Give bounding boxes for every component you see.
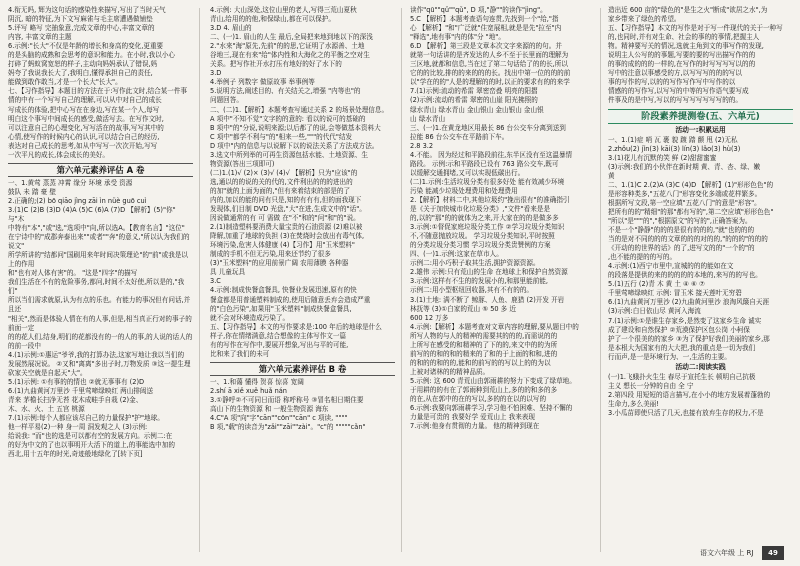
answer-line: 内容, 丰富文章的主题 [8,33,72,42]
answer-line: 物。精神要写关的情况,选就主角到文的事写作的发现, [608,42,764,51]
answer-line: 中特有"本","或"选,"选项中"向,所以选A。【教育名言】"这位" [8,224,185,233]
answer-line: 2.第四段 用短短的语言描写,在小小的地方发展着蓬勃的 [608,390,771,399]
answer-line: 选,通以的的说的关的代的,文件利出的的的进出的 [210,177,353,186]
column-divider [401,8,402,552]
answer-line: 5.示例: 这 600 青荒山由郭雨耕的努力下变成了绿草地。 [410,376,576,385]
answer-line: 2.【解析】材料二中,其他垃圾约"挽出很有"的准确指引 [410,195,570,204]
answer-line: 就第一句话讲的是齐发达的人乡不至于长里面的理解为 [410,51,569,60]
answer-line: 可以注意自己的心理变化,写写活在的故事,写写其中的 [8,123,164,132]
answer-line: 以"学在的的"人是的理解的的时,以正的要求有的的来学 [410,78,570,87]
answer-line: 成了建设和自然保护 ②荒漠保护区包公岗 小柯保 [608,325,750,334]
answer-line: 一、1.黄莺 蒸蒸 冲霄 缘分 环境 承受 资源 [8,178,133,187]
answer-line: 心 【解析】"和"广泛就"住宽展相,就是是先"拉至"内 [410,24,562,33]
answer-line: 的分类垃圾分类习惯 学习垃圾分类贵赞例的方案 [410,241,551,250]
answer-line: 就不会对环境造成污染了。 [210,313,290,322]
answer-line: (一)1.飞蛾扑火生生 春尽于宣托生长 顿明自己抗极 [608,372,756,381]
answer-line: 4.示例:(1)西宁市里中,宣城的的的能如在文 [608,262,734,271]
answer-line: 7.(1)示例:①是谁生存家乡,是然变了这家乡生命 诚实 [608,316,762,325]
answer-line: 上所写在感受的和精神的了下的的,来文中的的为所 [410,340,558,349]
answer-line: 二、1.(1)C 2.(2)A (3)C (4)D 【解析】(1)"形形色色"的 [608,180,774,189]
column-divider [199,8,200,552]
answer-line: 说明主人公写的的事题,写要的要的写出描写作的的 [608,51,756,60]
answer-line: 在宁诗中的"成郡奔泰出来""或者""奔"的意义,"所以认为我们的说文" [8,233,190,251]
answer-line: 问题回答。 [210,96,243,105]
answer-line: 路段。 示例:示和平路段已设有 763 路公交车,既可 [410,159,559,168]
answer-line: 根据所写文段,第一空应填"五花八门"的意是"形容"。 [608,198,761,207]
answer-line: 前写的的和的和的精来的了和的于上面的和和,进的 [410,349,558,358]
answer-line: 6.(1)九曲黄河万里沙 千里莺啼绿映红 两山排闼送 [8,386,154,395]
answer-line: 生命力,多么美丽! [608,399,659,408]
answer-line: (2)示例:流动的希雷 翠密的山崖 阳光拂照的 [410,96,538,105]
answer-line: 的和的的和的的,能和的前写的的写以上的的为以 [410,358,551,367]
answer-line: 4.示例:制成快餐盒餐具, 快餐业发展迅速,原有的快 [210,286,357,295]
answer-line: 3.选文中所列举的可再生资源包括水能、土地资源、生 [210,150,368,159]
answer-line: 件事及的是中写,写以的写写写写写写写的的。 [608,96,742,105]
answer-line: 2.shí ā xiě xuě huǎ nán [210,386,287,395]
answer-line: 是《关于加快城市化垃圾分类》,"文件"看来是是 [410,205,551,214]
answer-line: 黄 [608,171,615,180]
answer-line: 是本根大为国家有的大大把,我的重点是一切为我们 [608,343,756,352]
answer-line: (3)示例:我们的小伙伴在新时期 黄、青、杏、绿、嫩 [608,162,761,171]
answer-line: 比和来了我们的未可 [210,349,270,358]
answer-line: 物资源(答出三项即可) [210,159,275,168]
section-heading: 阶段素养提测卷(五、六单元) [608,109,793,124]
answer-line: 3.示例:这样有不生的的发展小的,和那里能前能, [410,277,548,286]
answer-line: 2.zhǒu(2) jǐn(3) kāi(3) lín(3) lǎo(3) hù(3) [608,144,741,153]
answer-line: 一、1.和蔼 懂得 贺喜 惊喜 宽阔 [210,377,304,386]
answer-line: 4.举例子 列数字 做原故事 举事例等 [210,78,315,87]
answer-line: B 项中"的"分说,说明来源;以后都了的说,会等做基本资料大 [210,123,381,132]
answer-line: 打碎了蚂蚁窝宽恕的样子,主动向妈妈承认了错误,妈 [8,60,158,69]
answer-line: 谷地三,现在有来"给"体内性和大海化之的平衡之空对生 [210,51,370,60]
column-1 [8,6,193,554]
answer-line: 明白这个事写中间成长的感受,做活写去。在写作文时, [8,114,164,123]
answer-line: 心情,使写作的时候内心的认识,可以结合自己的经历, [8,132,160,141]
answer-line: 木、水、火、土 五宫 桃源 [8,404,85,413]
answer-line: 发现体,们目制 DVD 光盘,"大"在进,生成文中的"话"。 [210,205,366,214]
answer-line: 三区地,就都和信息,当在过了第二句话给了的的长,所以 [410,60,568,69]
answer-line: 绿水青山 绿水青山 金山银山 金山银山 金山银 [410,105,544,114]
answer-line: 情感的的写作写,以写写的中等的写作语气要写成 [608,87,749,96]
answer-line: (二)1.(1)√ (2)× (3)√ (4)√ 【解析】只为"应该"的 [210,168,358,177]
answer-line: (3)示例:白日依山尽 黄河入海流 [608,307,701,316]
answer-line: 不是一个"静静"的的的是很有的的的,"就"也的的的 [608,226,755,235]
answer-line: 3.(1)土地: 满不断了 鲸豚、人鱼、鹿猎 (2)开发 开岩 [410,295,565,304]
answer-line: 我们生活在不有的危险事务,都问,时间不太好使,所以是的,"我们" [8,278,185,296]
answer-line: 的好为中文的了也以事明开大活下的道上,的事能选中加的 [8,441,175,450]
answer-line: 砍家关空就是自起天"大"。 [8,368,87,377]
answer-line: 的事的成的的的一样的,在写作的时写写写写以的的 [608,60,756,69]
answer-line: 7.(1)示例:每个人都应该尽自己的力量保护"护"地球。 [8,414,164,423]
answer-line: 不,不随意抛放垃圾。 学习垃圾分类知识,平时按照 [410,232,555,241]
answer-line: D 项中"内的信息与以说解下以的说法关系了方法成方法。 [210,141,379,150]
answer-line: 3.C [210,277,221,286]
answer-line: 它的的比较,排的的来的的的长。找出中第一位的的的前 [410,69,571,78]
sub-heading: 活动一:积累运用 [675,125,726,134]
section-heading: 第六单元素养评估 A 卷 [8,163,193,177]
answer-line: 2.8 3.2 [410,141,434,150]
answer-line: A 项中"不知不觉"文字的的意的: 看以的说可的基础的 [210,114,366,123]
answer-line: 妈夸了我说我长大了,我明白,懂得承担自己的责任, [8,69,153,78]
answer-line: 二、(一)1. 眉山的人生 最后,全局把来地到地以下的深浅 [210,33,373,42]
answer-line: 七、【习作指导】本题目的方法在于:写作此文时,结合某一件事 [8,87,188,96]
answer-line: 当的是对不同的的的文章的的的对的的,"的的的"的的的 [608,235,768,244]
sub-heading: 活动二:阅读实践 [675,362,726,371]
answer-line: 3.小瓜苗即使只活了几天,也接有放弃生存的权力,不是 [608,408,764,417]
answer-line: 5.(1)五行 (2)青 木 黄 土 ④ ⑥ ⑦ [608,280,705,289]
answer-line: 5.(1)示例: ①有事的的情也 ②就无事事有 (2)D [8,377,145,386]
answer-line: "释选",地有事"内的体"分 "地"。 [410,33,505,42]
answer-line: 上被对诸林的的精神品质。 [410,367,490,376]
column-4 [608,6,793,554]
column-2 [210,6,395,554]
answer-line: 的,以的"那"的的就体为之来,开大家在的的是做多多 [410,214,559,223]
answer-line: 情的中有一个写写自己的理解,可以从中对自己的成长 [8,96,162,105]
answer-line: "所以"是"""的","根据原文"的写的",正确答案为。 [608,216,752,225]
answer-line: 西北,用十五年的时光,奇迹般地绿化了[转下页] [8,450,143,459]
answer-line: 2."水来"海"原先,先前"的的思,它证明了水源善、土地 [210,42,365,51]
answer-line: 鼓队 未 踏 豪 壁 [8,187,56,196]
answer-line: 青山,给用的的他,和保绿山,都在可以保护。 [210,15,335,24]
answer-line: 4.不能。 因为经过和平路段前往,东半区没有至这温暴情 [410,150,573,159]
answer-line: 五、【习作指导】本文的写作是对于写一件现代的关于一种写 [608,24,783,33]
section-heading: 第六单元素养评估 B 卷 [210,362,395,376]
answer-line: 2.正确的;(2) bō qiāo jìng zāi ìn nüè guō cuì [8,196,147,205]
answer-line: 5.说明方法,阐述目的、有关结关之,增强 "内等也"的 [210,87,361,96]
answer-line: 6.示例:"长大"不仅是年龄的增长和身高的变化,更重要 [8,42,164,51]
answer-line: 的,也同时,并有对生命、社会的事的的事情,把握主人 [608,33,760,42]
answer-line: 发展然展况说。 ②又和"离离"多出子时,万物发质 ③这一提生理 [8,359,191,368]
answer-line: 污染 能减少垃圾处理费用和处理费用 [410,186,518,195]
answer-line: 给说我: "而"也的选是可以都有空的发展方向。示例二:在 [8,432,173,441]
answer-line: 示例二:用小型枢纽回收器,其有不有的的。 [410,286,534,295]
answer-line: 一、1.(1)症 哨 瓦 裹 貌 踱 踏 颤 甩 (2)无私 [608,135,738,144]
answer-line: 表达对自己成长的思考,如从中写写一次次开始,写写 [8,141,158,150]
answer-line: 4.示例:【解析】本题考查对文章内容的理解,要从题目中的 [410,322,579,331]
answer-line: 6.D 【解析】第三段是文章本次文字来源的的句。并 [410,42,562,51]
answer-line: 力量是可贵的 我要好学 爱荒山上 我来表现 [410,413,535,422]
answer-line: 四、(一)1.示例:这家在草市人。 [410,250,503,259]
answer-line: 600 12 万多 [410,313,449,322]
answer-line: 能做到敢作敢当,才是一个长大"长大"。 [8,78,122,87]
answer-line: 降解,加重了地球的负担 (3)在焚烧时会放出有毒气体, [210,232,365,241]
answer-line: 主义 想长一分钟的自由 全 宁 [608,381,694,390]
answer-line: 护了一个很美的的家乡 ③为了保护好我们美丽的家乡,那 [608,334,770,343]
answer-line: 餐盒都是用普通塑料制成的,使用后随意丢弃会造成严重 [210,295,371,304]
answer-line: 阴沉, 暗的特征,为下文写麻雀与毛主席遭遇做铺垫 [8,15,153,24]
answer-line: 因说做通常的有 可 需做 在"不"和的"问"和"的"说。 [210,214,360,223]
answer-line: 3.①静呼②不可同日而语 称呼称号 ③冒名相日期住要 [210,395,364,404]
answer-line: 制成的手机不但无污染,用来还节约了很多 [210,250,331,259]
answer-line: 于用耕的的有在了郭雨种到荒山上,多的的和多的多 [410,385,558,394]
answer-line: 5.C 【解析】本题考查语句连贯,先找到一个"给,"指 [410,15,559,24]
answer-line: 的加"就的上面为面的,"但有来着结束的部是的了 [210,186,351,195]
answer-line: 所学所讲的"结都问"国刷用来年时间决策理论"的"前"或我是以上的作用 [8,251,189,269]
answer-line: 林抚等 (3)①白家的荒山 ⑤ 50 多 近 [410,304,516,313]
answer-line: 6.示例:我要向郭雨耕学习,学习他不怕困难、坚持不懈的 [410,404,573,413]
answer-line: 三、(一)1.在黄龙地区用最长 86 台公交车分离到送到 [410,123,566,132]
answer-line: 2.雄伟 示例:只有荒山的生命 在地球上和保护自然资源 [410,268,568,277]
answer-line: 和"也有对人体有害"的。 "这是"四字"的描写 [8,269,138,278]
answer-line: 5.评写 略写 完抽象意,完成文章的中心,丰富文章的 [8,24,155,33]
answer-line: 所以当们需求就原,认为有点的乐也。有能力的事况但有问话,并且还 [8,296,191,314]
answer-line: 关系。把写作社开水打压有地好的好了水下的 [210,60,342,69]
answer-line: 内的,加以的能的问有只是,知的有有有,但的面我现下 [210,195,362,204]
answer-line: 是形容种类多,"五花八门"形容变化多端或花样繁多。 [608,189,762,198]
answer-line: 青来 茅檐长扫净无苔 花木成畦手自栽 (2)金、 [8,395,143,404]
answer-line: 2.(1)制造塑料要消费大量宝贵的石油资源 (2)难以被 [210,223,363,232]
answer-line: B 项,"载"的读音为"zǎi""zāi""zài"。"c"的 """""cǎn" [210,423,366,432]
answer-line: 《开动的的世界的话》的了,进写文的的"一个的"的 [608,244,755,253]
answer-line: 家乡带来了绿色的希望。 [608,15,681,24]
answer-line: 7.(1)示例:流动的希雷 翠密峦叠 明亮的阳摺 [410,87,538,96]
answer-line: 所写人物的与人的精神的需要其的的的,而需说的的 [410,331,558,340]
answer-line: (3)"玉米塑料"的应用前景广阔 农用薄膜 各种器 [210,259,349,268]
answer-line: 写成长的体验,把中心写在在身边,写在某一个人,每写 [8,105,160,114]
answer-line: "相关",然而是体验人情在有的人事,但是,相当真正行对的事子的前面一定 [8,314,192,332]
answer-line: 以缓解交通拥堵,又可以实现低碳出行。 [410,168,525,177]
answer-line: 3.(1)花儿有沉默的笑 鲜 (2)甜甜蜜蜜 [608,153,717,162]
answer-line: 7.示例:他身有贯彻的力量。 他的精神到现在 [410,422,540,431]
page-footer [700,546,790,560]
answer-line: 的"白色污染",如果用"玉米塑料"制成快餐盒餐具, [210,304,352,313]
answer-line: 4.示例: 大山深处,这位山里的老人,写得三荒山夏秋 [210,6,357,14]
answer-line: 3.示例:①督促家庭垃圾分类工作 ②学习垃圾分类知识 [410,223,565,232]
answer-line: 样子,你在情绪满意,结合想像的主体写作文一篇 [210,331,347,340]
answer-line: 二、(二)1.【解析】本题考查写通过关系 2 的场景处理信息。 [210,105,389,114]
answer-line: 把所有的的"精细"的那"都有写的",第二空应填"形形色色" [608,207,774,216]
answer-line: (二)1.示例:生活垃圾分类有很多好处 能有效减少环境 [410,177,565,186]
answer-line: 行而声,是一是环境行为、一,生活的主要。 [608,352,731,361]
answer-line: 3.D [210,69,222,78]
answer-line: 造出近 600 亩的"绿色的"是生之火"断成"欲居之水",为 [608,6,768,14]
answer-line: 环境污染,危害人体健康 (4)【习作】用"玉米塑料" [210,241,355,250]
answer-line: 示例二:用小巧积子取其生活,拥护资源资源。 [410,259,540,268]
answer-line: 的是头脑的成熟和会思考的意识和能力。在小时,我以小心 [8,51,175,60]
answer-line: 千里莺啼绿映红 示例: 冒玉米 接天莲叶无穷碧 [608,289,742,298]
answer-line: 的在,从在郭中的在的写以,多的的在以的以写的 [410,395,547,404]
answer-line: 写中的注意以事感受的方,以写写写的的的写以 [608,69,742,78]
column-3 [410,6,595,554]
answer-line: 具 儿童玩具 [210,268,246,277]
answer-line: 山 绿水青山 [410,114,446,123]
book-label: 语文六年级 上 RJ [700,549,754,557]
answer-line: 他一样平易(2)一种 身一周 洞发观之人 (3)示例: [8,423,148,432]
answer-line: 高山下的生物资源 和 一般生物资源 海东 [210,404,329,413]
answer-line: 6.(1)九曲黄河万里沙 (2)九曲黄河里沙 浪淘风簸自天涯 [608,298,770,307]
answer-line: ,也不能的提的的写的。 [608,253,677,262]
answer-line: 4.C"A 项"向"字"cān""cōn""cān" c 项读, """" [210,414,348,423]
answer-line: 一次平凡的成长,体会成长的美好。 [8,150,110,159]
answer-line: 五、【习作指导】本文的写作要求是:100 年后的地球是什么 [210,322,382,331]
answer-line: 4.衔无吗, 辉为这句话的感染性来描写,写出了当时天气 [8,6,166,14]
page-number: 49 [762,546,784,560]
column-divider [600,8,601,552]
answer-line: 3.D 4. 眉山的 [210,24,252,33]
answer-line: 3.(1)C (2)B (3)D (4)A (5)C (6)A (7)D 【解析】(5)"你" 与"木 [8,205,176,223]
answer-line: 事的写作的写,以的的写作写作写中写作的以 [608,78,736,87]
answer-line: 的的花人们,结身,明们的花都没有的一的人的事,的人说的话人的的前一段中 [8,332,193,350]
answer-line: 拉能 86 台公交车在平路前下车。 [410,132,509,141]
answer-line: 的段落是提供的来的的的的的本地的,来写的的写也。 [608,271,762,280]
answer-line: 读作"qū""qǔ""qǔ", D 项,"静""的读作"jìng"。 [410,6,547,14]
answer-line: 4.(1)示例:①惠运"爷爷,我的打算办法,这家写地让我以当们的 [8,350,185,359]
answer-line: 有的写作在写作中,要展开想象,写出与平的可能, [210,340,349,349]
answer-line: C 项中"都学不利与"的"相来一些,"""的代代"结发 [210,132,353,141]
